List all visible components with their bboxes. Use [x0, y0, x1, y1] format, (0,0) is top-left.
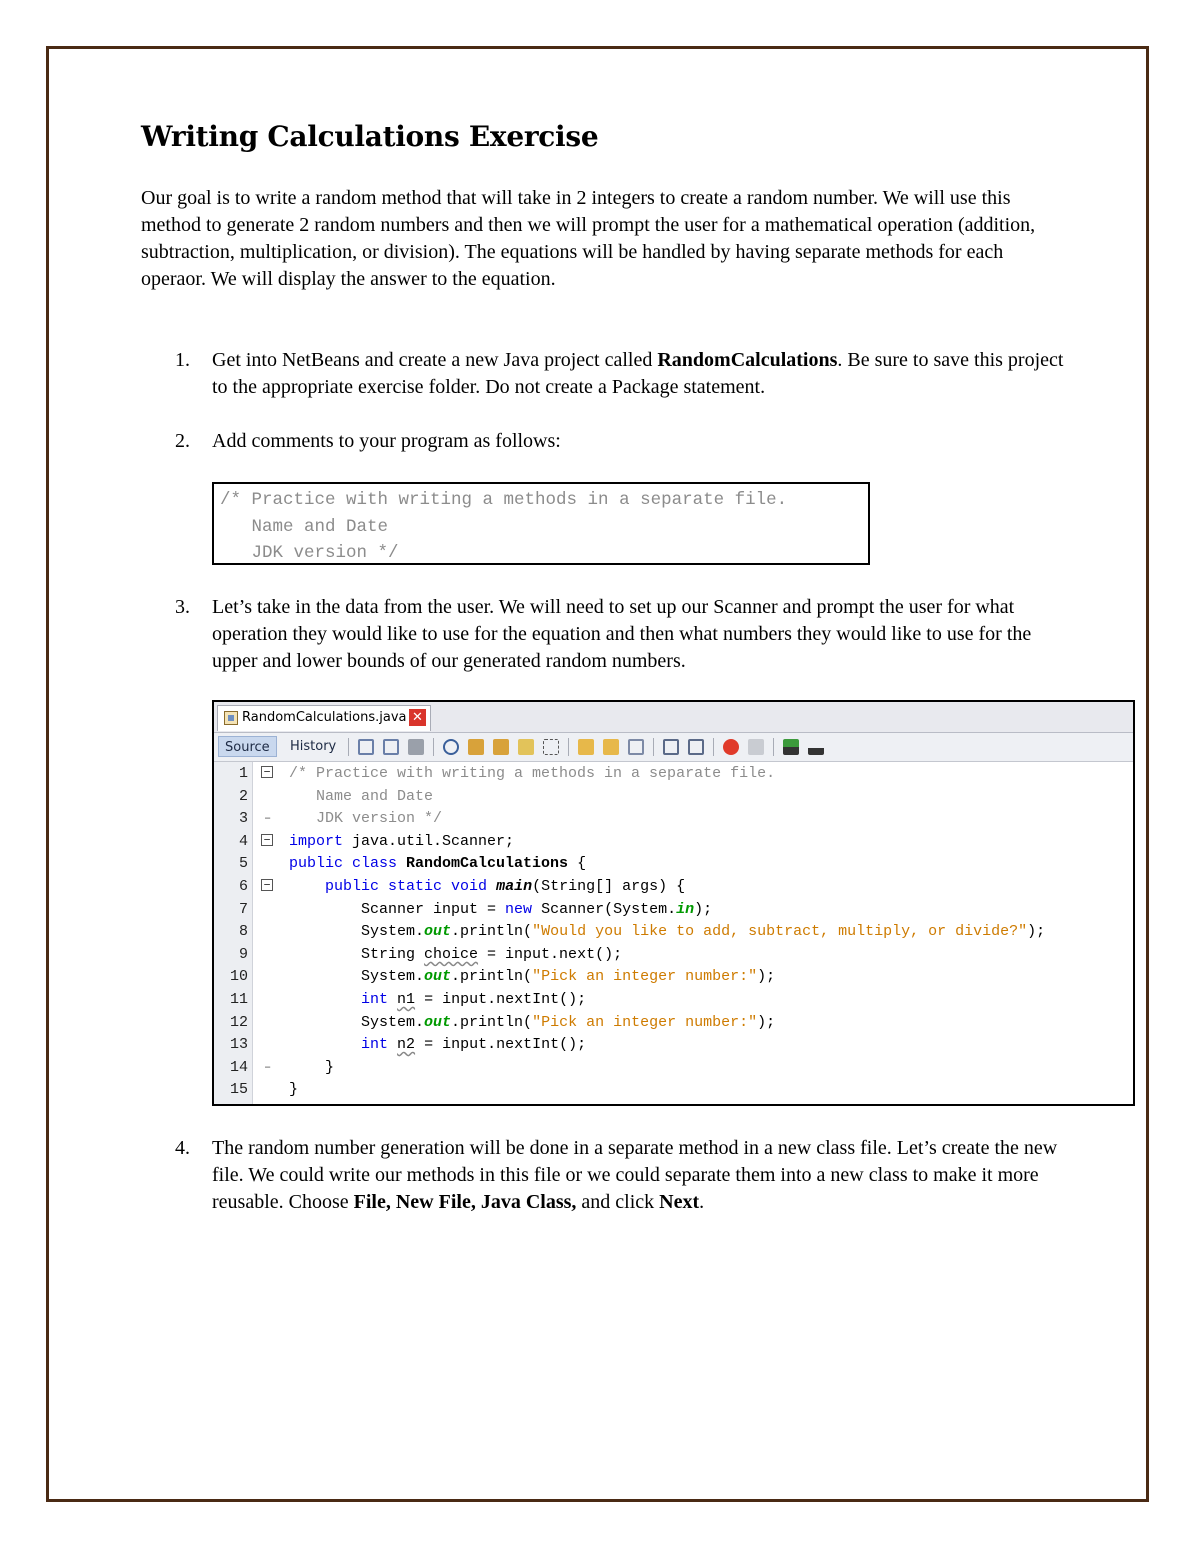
previous-bookmark-icon[interactable]	[578, 739, 594, 755]
toggle-selection-icon[interactable]	[543, 739, 559, 755]
uncomment-icon[interactable]	[808, 739, 824, 755]
code-line	[214, 943, 1133, 966]
code-text: }	[289, 1081, 299, 1099]
step-number: 2.	[175, 430, 190, 452]
code-line	[214, 852, 1133, 875]
fold-collapse-icon[interactable]: −	[261, 834, 273, 846]
source-tab[interactable]: Source	[218, 736, 277, 757]
code-line	[214, 762, 1133, 785]
fold-end-icon: –	[264, 1059, 272, 1074]
next-bookmark-icon[interactable]	[603, 739, 619, 755]
line-number: 5	[238, 855, 248, 873]
code-text: System.out.println("Pick an integer number:");	[289, 1013, 776, 1031]
code-text: int n2 = input.nextInt();	[361, 1036, 587, 1054]
step-1	[175, 347, 1065, 401]
shift-right-icon[interactable]	[688, 739, 704, 755]
code-text: int n1 = input.nextInt();	[361, 991, 587, 1008]
line-number: 10	[229, 968, 248, 986]
step-3	[175, 594, 1065, 675]
line-number: 15	[229, 1081, 248, 1099]
code-text: public class RandomCalculations {	[289, 855, 587, 873]
code-line	[214, 898, 1133, 921]
step-2	[175, 428, 1065, 455]
find-icon[interactable]	[443, 739, 459, 755]
comment-icon[interactable]	[783, 739, 799, 755]
line-number: 14	[229, 1058, 248, 1076]
code-text: Scanner input = new Scanner(System.in);	[289, 900, 713, 918]
line-number: 7	[238, 900, 248, 918]
step-text: Let’s take in the data from the user. We will need to set up our Scanner and prompt the user for what operation they would like to use for the equation and then what numbers they would like to use for the upper and lower bounds of our generated random numbers.	[212, 596, 1032, 672]
last-edit-icon[interactable]	[358, 739, 374, 755]
code-line	[214, 807, 1133, 830]
fold-collapse-icon[interactable]: −	[261, 879, 273, 891]
line-number: 6	[238, 878, 248, 895]
toolbar-icons	[348, 737, 833, 757]
project-name: RandomCalculations	[657, 349, 838, 371]
history-tab[interactable]: History	[290, 739, 337, 754]
code-text: Name and Date	[289, 787, 434, 805]
code-line	[214, 1078, 1133, 1101]
code-text: System.out.println("Pick an integer number:");	[289, 968, 776, 986]
code-line	[214, 920, 1133, 943]
comment-code-box: /* Practice with writing a methods in a separate file. Name and Date JDK version */	[212, 482, 870, 565]
code-text: String choice = input.next();	[289, 945, 623, 963]
step-text: Add comments to your program as follows:	[212, 430, 561, 452]
java-file-icon	[224, 711, 238, 725]
line-number: 2	[238, 787, 248, 805]
code-text: }	[289, 1058, 335, 1076]
code-line	[214, 965, 1133, 988]
code-line	[214, 1033, 1133, 1056]
start-macro-icon[interactable]	[723, 739, 739, 755]
toggle-bookmark-icon[interactable]	[628, 739, 644, 755]
line-number: 11	[229, 991, 248, 1008]
intro-paragraph: Our goal is to write a random method that will take in 2 integers to create a random number. We will use this method to generate 2 random numbers and then we will prompt the user for a mathematical operation (addition, subtraction, multiplication, or division). The equations will be handled by having separate methods for each operaor. We will display the answer to the equation.	[141, 187, 1036, 290]
editor-tab-bar	[214, 702, 1133, 733]
tab-label: RandomCalculations.java	[242, 710, 407, 725]
code-line	[214, 1011, 1133, 1034]
editor-tab[interactable]	[217, 705, 431, 731]
find-next-icon[interactable]	[493, 739, 509, 755]
shift-left-icon[interactable]	[663, 739, 679, 755]
line-number: 9	[238, 945, 248, 963]
back-icon[interactable]	[383, 739, 399, 755]
close-tab-icon[interactable]: ✕	[409, 709, 426, 726]
step-number: 1.	[175, 349, 190, 371]
step-number: 4.	[175, 1137, 190, 1159]
code-editor[interactable]	[214, 762, 1133, 1104]
page-title: Writing Calculations Exercise	[141, 120, 599, 153]
code-text: JDK version */	[289, 810, 443, 828]
forward-icon[interactable]	[408, 739, 424, 755]
code-line	[214, 1056, 1133, 1079]
step-text: The random number generation will be done in a separate method in a new class file. Let’s create the new file. We could write our methods in this file or we could separate them into a new class to make it more reusable. Choose File, New File, Java Class, and click Next.	[212, 1137, 1058, 1213]
line-number: 4	[238, 832, 248, 850]
fold-collapse-icon[interactable]: −	[261, 766, 273, 778]
line-number: 8	[238, 923, 248, 941]
editor-toolbar	[214, 733, 1133, 762]
code-text: import java.util.Scanner;	[289, 832, 515, 850]
step-number: 3.	[175, 596, 190, 618]
code-line	[214, 830, 1133, 853]
code-line	[214, 785, 1133, 808]
code-text: /* Practice with writing a methods in a separate file.	[289, 765, 776, 782]
step-text: Get into NetBeans and create a new Java project called RandomCalculations. Be sure to save this project to the appropriate exercise folder. Do not create a Package statement.	[212, 349, 1064, 398]
code-text: System.out.println("Would you like to add, subtract, multiply, or divide?");	[289, 923, 1046, 941]
line-number: 13	[229, 1036, 248, 1054]
line-number: 12	[229, 1013, 248, 1031]
code-line	[214, 988, 1133, 1011]
code-text: public static void main(String[] args) {	[325, 878, 686, 895]
stop-macro-icon[interactable]	[748, 739, 764, 755]
line-number: 1	[238, 765, 248, 782]
code-line	[214, 875, 1133, 898]
netbeans-editor-screenshot	[212, 700, 1135, 1106]
fold-end-icon: –	[264, 811, 272, 826]
find-previous-icon[interactable]	[468, 739, 484, 755]
toggle-highlight-icon[interactable]	[518, 739, 534, 755]
step-4	[175, 1135, 1065, 1216]
line-number: 3	[238, 810, 248, 828]
